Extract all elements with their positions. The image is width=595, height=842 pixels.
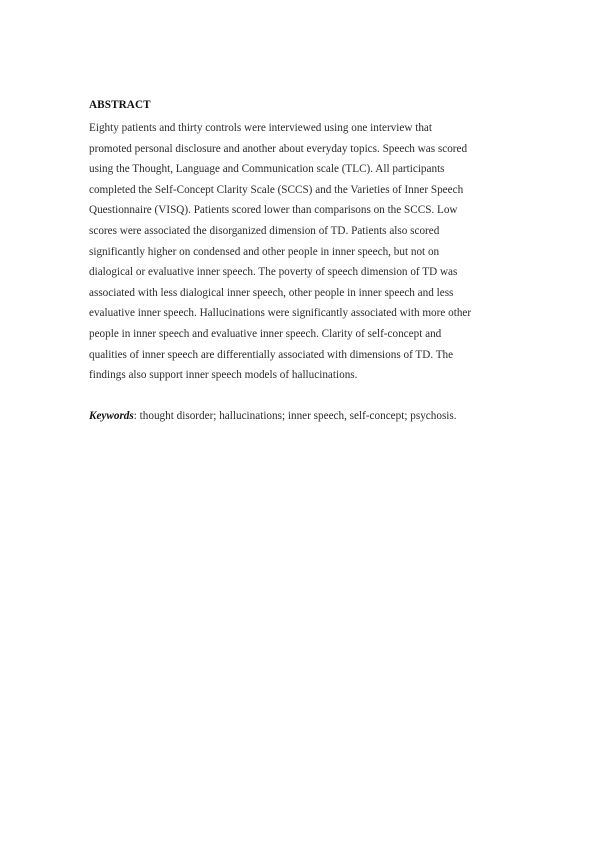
abstract-line: scores were associated the disorganized dimension of TD. Patients also scored — [89, 224, 440, 237]
abstract-line: Eighty patients and thirty controls were interviewed using one interview that — [89, 122, 432, 134]
abstract-line: significantly higher on condensed and other people in inner speech, but not on — [89, 245, 440, 258]
abstract-line: dialogical or evaluative inner speech. The poverty of speech dimension of TD was — [89, 266, 458, 279]
abstract-line: qualities of inner speech are differentially associated with dimensions of TD. The — [89, 348, 454, 361]
abstract-section — [89, 98, 509, 426]
abstract-heading: ABSTRACT — [89, 99, 151, 111]
keywords-label: Keywords — [89, 409, 134, 422]
keywords-line — [89, 406, 509, 427]
abstract-body — [89, 118, 509, 386]
abstract-line: people in inner speech and evaluative inner speech. Clarity of self-concept and — [89, 327, 442, 340]
abstract-line: evaluative inner speech. Hallucinations were significantly associated with more other — [89, 307, 472, 320]
abstract-line: using the Thought, Language and Communication scale (TLC). All participants — [89, 163, 445, 176]
abstract-line: completed the Self-Concept Clarity Scale (SCCS) and the Varieties of Inner Speech — [89, 183, 464, 196]
abstract-line: findings also support inner speech models of hallucinations. — [89, 369, 358, 382]
abstract-line: associated with less dialogical inner speech, other people in inner speech and less — [89, 286, 454, 299]
abstract-line: promoted personal disclosure and another about everyday topics. Speech was scored — [89, 142, 468, 155]
keywords-text: : thought disorder; hallucinations; inner speech, self-concept; psychosis. — [133, 409, 457, 422]
abstract-line: Questionnaire (VISQ). Patients scored lower than comparisons on the SCCS. Low — [89, 204, 458, 217]
